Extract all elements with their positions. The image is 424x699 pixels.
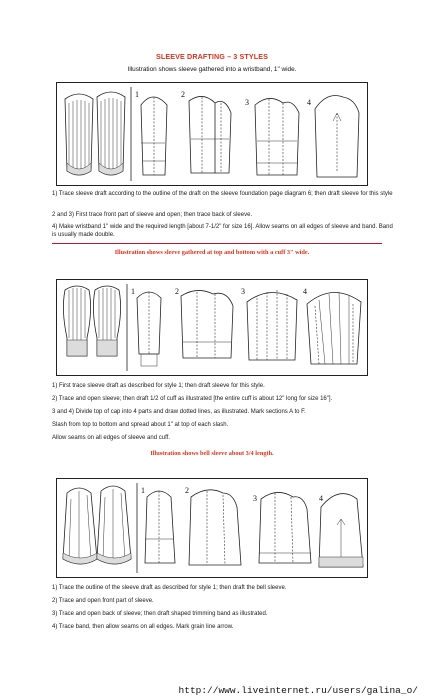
section3-figure	[56, 478, 368, 578]
section2-step-3: 3 and 4) Divide top of cap into 4 parts and draw dotted lines, as illustrated. Mark sections A to F.	[52, 409, 306, 415]
cuff-draft-3	[247, 290, 297, 360]
figure-label-2: 2	[181, 90, 185, 99]
figure-label-4: 4	[303, 287, 307, 296]
figure-label-4: 4	[307, 98, 311, 107]
section3-step-4: 4) Trace band, then allow seams on all edges. Mark grain line arrow.	[52, 624, 234, 630]
bell-sleeve-back	[97, 486, 131, 564]
divider-rule	[52, 243, 382, 244]
section2-step-1: 1) First trace sleeve draft as described for style 1; then draft sleeve for this style.	[52, 383, 265, 389]
cuff-draft-1	[137, 292, 161, 366]
bell-draft-1	[145, 491, 175, 563]
section2-heading: Illustration shows sleeve gathered at top and bottom with a cuff 3" wide.	[114, 249, 310, 256]
section3-step-2: 2) Trace and open front part of sleeve.	[52, 598, 154, 604]
bell-draft-4	[319, 494, 363, 567]
figure-label-2: 2	[185, 486, 189, 495]
sleeve-draft-4	[315, 96, 359, 178]
bell-draft-3	[259, 492, 311, 563]
section1-subtitle: Illustration shows sleeve gathered into a wristband, 1" wide.	[127, 66, 297, 73]
sleeve-draft-1	[141, 97, 167, 175]
section1-step-1: 1) Trace sleeve draft according to the outline of the draft on the sleeve foundation page diagram 6; then draft sleeve for this style	[52, 191, 393, 197]
section3-step-3: 3) Trace and open back of sleeve; then draft shaped trimming band as illustrated.	[52, 611, 268, 617]
puff-sleeve-back	[93, 286, 120, 356]
figure-label-1: 1	[141, 486, 145, 495]
cuff-draft-4	[307, 292, 361, 364]
cuff-draft-2	[181, 290, 233, 358]
section2-step-5: Allow seams on all edges of sleeve and cuff.	[52, 435, 170, 441]
section1-step-2: 2 and 3) First trace front part of sleeve and open; then trace back of sleeve.	[52, 212, 253, 218]
figure-label-3: 3	[245, 98, 249, 107]
figure-label-3: 3	[241, 287, 245, 296]
bell-sleeve-front	[63, 488, 97, 564]
page-title: SLEEVE DRAFTING – 3 STYLES	[155, 52, 269, 61]
gathered-sleeve-back	[97, 92, 125, 175]
figure-label-1: 1	[135, 90, 139, 99]
gathered-sleeve-front	[65, 94, 93, 175]
section1-step-3: 4) Make wristband 1" wide and the required length [about 7-1/2" for size 16]. Allow seams on all edges of sleeve and band. Band is usually made double.	[52, 224, 393, 238]
figure-label-3: 3	[253, 494, 257, 503]
figure-label-1: 1	[131, 287, 135, 296]
puff-sleeve-front	[63, 286, 90, 356]
figure-label-4: 4	[319, 494, 323, 503]
section2-step-2: 2) Trace and open sleeve; then draft 1/2 of cuff as illustrated [the entire cuff is about 12" long for size 16"].	[52, 396, 333, 402]
section1-diagram	[57, 83, 367, 185]
sleeve-draft-2	[189, 96, 231, 173]
section2-figure	[56, 279, 368, 376]
section2-diagram	[57, 280, 367, 375]
section2-step-4: Slash from top to bottom and spread about 1" at top of each slash.	[52, 422, 229, 428]
sleeve-draft-3	[255, 98, 299, 175]
figure-label-2: 2	[175, 287, 179, 296]
section3-step-1: 1) Trace the outline of the sleeve draft as described for style 1; then draft the bell sleeve.	[52, 585, 287, 591]
section3-diagram	[57, 479, 367, 577]
section3-heading: Illustration shows bell sleeve about 3/4 length.	[150, 450, 274, 457]
section1-figure	[56, 82, 368, 186]
footer-url[interactable]: http://www.liveinternet.ru/users/galina_o/	[178, 685, 418, 696]
bell-draft-2	[189, 490, 241, 565]
